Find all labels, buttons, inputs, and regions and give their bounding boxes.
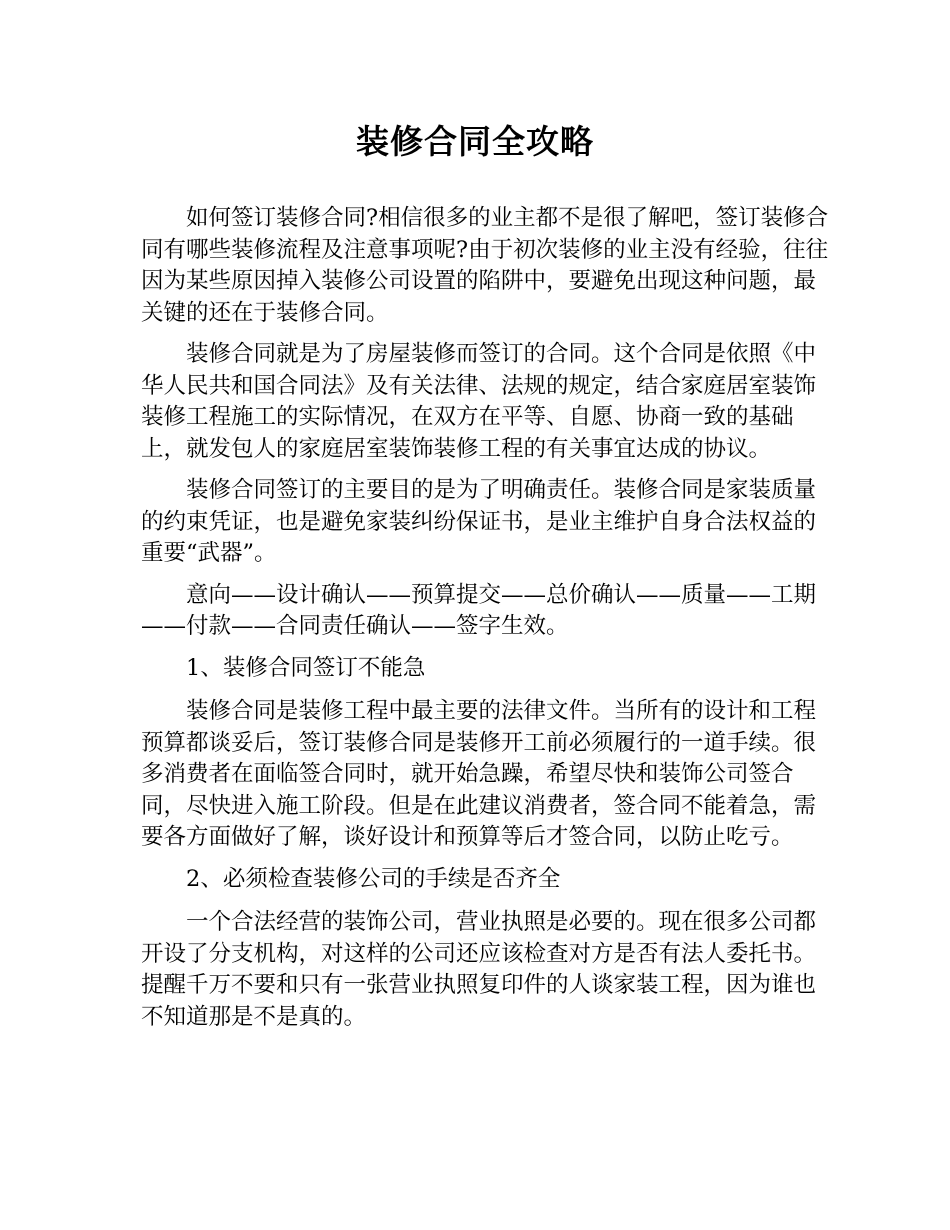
document-title: 装修合同全攻略	[356, 122, 594, 161]
paragraph-intro: 如何签订装修合同?相信很多的业主都不是很了解吧，签订装修合同有哪些装修流程及注意事项呢?由于初次装修的业主没有经验，往往因为某些原因掉入装修公司设置的陷阱中，要避免出现这种问题，最关键的还在于装修合同。	[141, 205, 829, 326]
paragraph-section-1: 装修合同是装修工程中最主要的法律文件。当所有的设计和工程预算都谈妥后，签订装修合同是装修开工前必须履行的一道手续。很多消费者在面临签合同时，就开始急躁，希望尽快和装饰公司签合同，尽快进入施工阶段。但是在此建议消费者，签合同不能着急，需要各方面做好了解，谈好设计和预算等后才签合同，以防止吃亏。	[141, 698, 817, 850]
document-body	[141, 203, 831, 1043]
section-heading-1: 1、装修合同签订不能急	[186, 654, 426, 681]
paragraph-section-2: 一个合法经营的装饰公司，营业执照是必要的。现在很多公司都开设了分支机构，对这样的公司还应该检查对方是否有法人委托书。提醒千万不要和只有一张营业执照复印件的人谈家装工程，因为谁也不知道那是不是真的。	[141, 909, 817, 1030]
paragraph-definition: 装修合同就是为了房屋装修而签订的合同。这个合同是依照《中华人民共和国合同法》及有关法律、法规的规定，结合家庭居室装饰装修工程施工的实际情况，在双方在平等、自愿、协商一致的基础上，就发包人的家庭居室装饰装修工程的有关事宜达成的协议。	[141, 341, 817, 462]
paragraph-purpose: 装修合同签订的主要目的是为了明确责任。装修合同是家装质量的约束凭证，也是避免家装纠纷保证书，是业主维护自身合法权益的重要“武器”。	[141, 477, 817, 566]
paragraph-process-flow: 意向——设计确认——预算提交——总价确认——质量——工期——付款——合同责任确认——签字生效。	[141, 581, 817, 639]
section-heading-2: 2、必须检查装修公司的手续是否齐全	[186, 865, 561, 892]
